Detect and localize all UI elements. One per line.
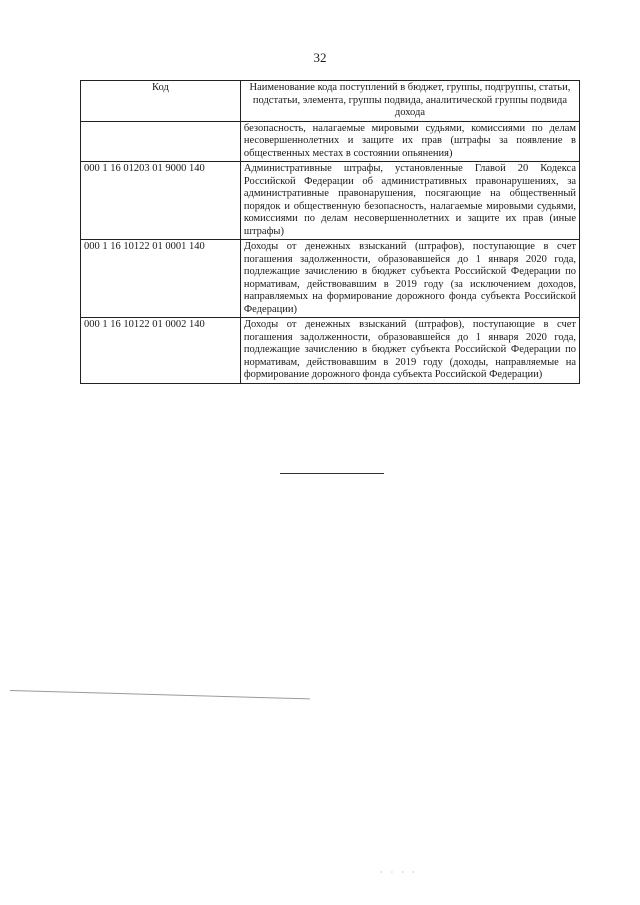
row-code: 000 1 16 01203 01 9000 140: [81, 162, 241, 240]
table-row: [81, 240, 580, 318]
row-description: безопасность, налагаемые мировыми судьями, комиссиями по делам несовершеннолетних и защите их прав (штрафы за появление в общественных местах в состоянии опьянения): [240, 121, 579, 162]
row-description: Доходы от денежных взысканий (штрафов), поступающие в счет погашения задолженности, образовавшейся до 1 января 2020 года, подлежащие зачислению в бюджет субъекта Российской Федерации по нормативам, действовавшим в 2019 году (за исключением доходов, направляемых на формирование дорожного фонда субъекта Российской Федерации): [240, 240, 579, 318]
column-header-code: Код: [81, 81, 241, 122]
row-description: Доходы от денежных взысканий (штрафов), поступающие в счет погашения задолженности, образовавшейся до 1 января 2020 года, подлежащие зачислению в бюджет субъекта Российской Федерации по нормативам, действовавшим в 2019 году (доходы, направляемые на формирование дорожного фонда субъекта Российской Федерации): [240, 318, 579, 384]
column-header-name: Наименование кода поступлений в бюджет, группы, подгруппы, статьи, подстатьи, элемента, группы подвида, аналитической группы подвида дохода: [240, 81, 579, 122]
row-code: 000 1 16 10122 01 0001 140: [81, 240, 241, 318]
row-code: [81, 121, 241, 162]
table-row: [81, 162, 580, 240]
table-header-row: [81, 81, 580, 122]
scan-artifact-dots: · · · ·: [380, 868, 418, 877]
row-description: Административные штрафы, установленные Главой 20 Кодекса Российской Федерации об административных правонарушениях, за административные правонарушения, посягающие на общественный порядок и общественную безопасность, налагаемые мировыми судьями, комиссиями по делам несовершеннолетних и защите их прав (иные штрафы): [240, 162, 579, 240]
end-separator-line: [280, 473, 384, 474]
table-row: [81, 318, 580, 384]
table-row: [81, 121, 580, 162]
page-number: 32: [313, 50, 327, 65]
scan-artifact-line: [10, 690, 310, 699]
revenue-codes-table: [80, 80, 580, 384]
row-code: 000 1 16 10122 01 0002 140: [81, 318, 241, 384]
